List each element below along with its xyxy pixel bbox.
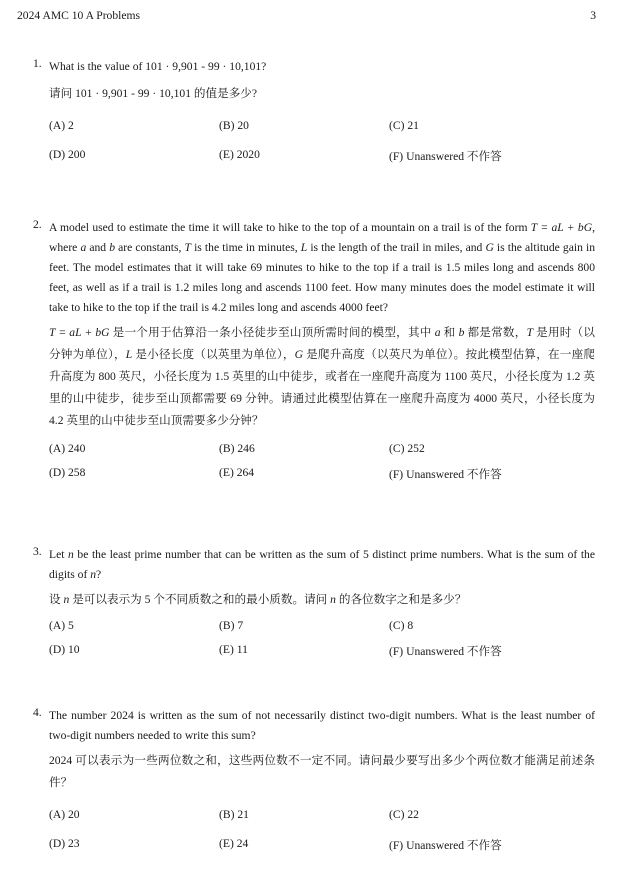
choice-a[interactable]: (A) 5 bbox=[49, 619, 74, 632]
choice-e[interactable]: (E) 264 bbox=[219, 466, 255, 479]
math-variable: G bbox=[294, 348, 304, 361]
page-number: 3 bbox=[590, 9, 596, 22]
choice-f-unanswered[interactable]: (F) Unanswered 不作答 bbox=[389, 468, 502, 481]
problem-text-english: The number 2024 is written as the sum of not necessarily distinct two-digit numbers. What is the least number of two-digit numbers needed to write this sum? bbox=[49, 709, 595, 742]
text-run: is the length of the trail in miles, and bbox=[307, 241, 486, 254]
choice-d[interactable]: (D) 200 bbox=[49, 148, 86, 161]
choice-c[interactable]: (C) 252 bbox=[389, 442, 425, 455]
text-run: 是小径长度（以英里为单位）， bbox=[132, 348, 295, 361]
math-variable: T bbox=[184, 241, 191, 254]
text-run: Let bbox=[49, 548, 69, 561]
choice-a[interactable]: (A) 20 bbox=[49, 808, 80, 821]
text-run: A model used to estimate the time it will take to hike to the top of a mountain on a trail is of the form bbox=[49, 221, 531, 234]
text-run: 和 bbox=[440, 326, 459, 339]
answer-choices bbox=[49, 808, 595, 859]
document-title: 2024 AMC 10 A Problems bbox=[17, 9, 141, 22]
text-run: 是爬升高度（以英尺为单位）。按此模型估算，在一座爬升高度为 800 英尺，小径长度为 1.5 英里的山中徒步，或者在一座爬升高度为 1100 英尺，小径长度为 1.2 英里的山中徒步，徒步至山顶都需要 69 分钟。请通过此模型估算在一座爬升高度为 4000 英尺，小径长度为 4.2 英里的山中徒步至山顶需要多少分钟？ bbox=[49, 348, 595, 427]
text-run: is the altitude gain in feet. The model estimates that it will take 69 minutes to hike to the top if a trail is 1.5 miles long and ascends 800 feet, as well as if a trail is 1.2 miles long and ascends 1100 feet. How many minutes does the model estimate it will take to hike to the top if the trail is 4.2 miles long and ascends 4000 feet? bbox=[49, 241, 595, 314]
choice-a[interactable]: (A) 240 bbox=[49, 442, 86, 455]
choice-c[interactable]: (C) 21 bbox=[389, 119, 419, 132]
problem-text-chinese bbox=[49, 589, 595, 611]
text-run: and bbox=[86, 241, 110, 254]
choice-d[interactable]: (D) 10 bbox=[49, 643, 80, 656]
choice-e[interactable]: (E) 24 bbox=[219, 837, 249, 850]
math-variable: T bbox=[526, 326, 534, 339]
choice-e[interactable]: (E) 11 bbox=[219, 643, 248, 656]
text-run: be the least prime number that can be written as the sum of 5 distinct prime numbers. What is the sum of the digits of bbox=[49, 548, 595, 581]
choice-b[interactable]: (B) 20 bbox=[219, 119, 249, 132]
text-run: 是可以表示为 5 个不同质数之和的最小质数。请问 bbox=[69, 593, 331, 606]
math-variable: L bbox=[300, 241, 308, 254]
math-variable: a bbox=[434, 326, 441, 339]
answer-choices bbox=[49, 119, 595, 170]
problem-number: 3. bbox=[33, 545, 42, 558]
choice-f-unanswered[interactable]: (F) Unanswered 不作答 bbox=[389, 839, 502, 852]
problem-3 bbox=[33, 545, 595, 665]
text-run: 是用时（以分钟为单位）， bbox=[49, 326, 595, 361]
problem-text-chinese: 2024 可以表示为一些两位数之和，这些两位数不一定不同。请问最少要写出多少个两位数才能满足前述条件？ bbox=[49, 754, 595, 789]
math-variable: n bbox=[63, 593, 70, 606]
math-variable: n bbox=[330, 593, 336, 606]
answer-choices bbox=[49, 442, 595, 488]
text-run: is the time in minutes, bbox=[190, 241, 301, 254]
problem-number: 2. bbox=[33, 218, 42, 231]
choice-e[interactable]: (E) 2020 bbox=[219, 148, 260, 161]
math-formula: T = aL + bG bbox=[530, 221, 593, 234]
math-variable: b bbox=[458, 326, 465, 339]
problem-text-chinese bbox=[49, 322, 595, 432]
choice-d[interactable]: (D) 23 bbox=[49, 837, 80, 850]
choice-b[interactable]: (B) 7 bbox=[219, 619, 244, 632]
text-run: ? bbox=[96, 568, 102, 581]
text-run: , where bbox=[49, 221, 595, 254]
problem-number: 1. bbox=[33, 57, 42, 70]
text-run: 是一个用于估算沿一条小径徒步至山顶所需时间的模型，其中 bbox=[109, 326, 435, 339]
math-variable: n bbox=[90, 568, 97, 581]
choice-d[interactable]: (D) 258 bbox=[49, 466, 86, 479]
math-variable: L bbox=[125, 348, 133, 361]
math-variable: n bbox=[68, 548, 74, 561]
text-run: 设 bbox=[49, 593, 64, 606]
math-variable: b bbox=[109, 241, 115, 254]
choice-a[interactable]: (A) 2 bbox=[49, 119, 74, 132]
math-formula: T = aL + bG bbox=[49, 326, 110, 339]
problem-1 bbox=[33, 57, 595, 170]
problem-text-english bbox=[49, 545, 595, 585]
problem-text-english bbox=[49, 218, 595, 318]
math-variable: a bbox=[80, 241, 87, 254]
answer-choices bbox=[49, 619, 595, 665]
choice-c[interactable]: (C) 22 bbox=[389, 808, 419, 821]
text-run: are constants, bbox=[115, 241, 185, 254]
choice-f-unanswered[interactable]: (F) Unanswered 不作答 bbox=[389, 645, 502, 658]
problem-number: 4. bbox=[33, 706, 42, 719]
choice-f-unanswered[interactable]: (F) Unanswered 不作答 bbox=[389, 150, 502, 163]
choice-b[interactable]: (B) 21 bbox=[219, 808, 249, 821]
problem-4 bbox=[33, 706, 595, 859]
text-run: 都是常数， bbox=[464, 326, 527, 339]
problem-2 bbox=[33, 218, 595, 488]
problem-text-chinese: 请问 101 · 9,901 - 99 · 10,101 的值是多少? bbox=[49, 87, 258, 100]
choice-c[interactable]: (C) 8 bbox=[389, 619, 414, 632]
math-variable: G bbox=[485, 241, 494, 254]
page-header bbox=[17, 9, 596, 25]
choice-b[interactable]: (B) 246 bbox=[219, 442, 255, 455]
problem-text-english: What is the value of 101 · 9,901 - 99 · 10,101? bbox=[49, 60, 267, 73]
text-run: 的各位数字之和是多少？ bbox=[335, 593, 467, 606]
